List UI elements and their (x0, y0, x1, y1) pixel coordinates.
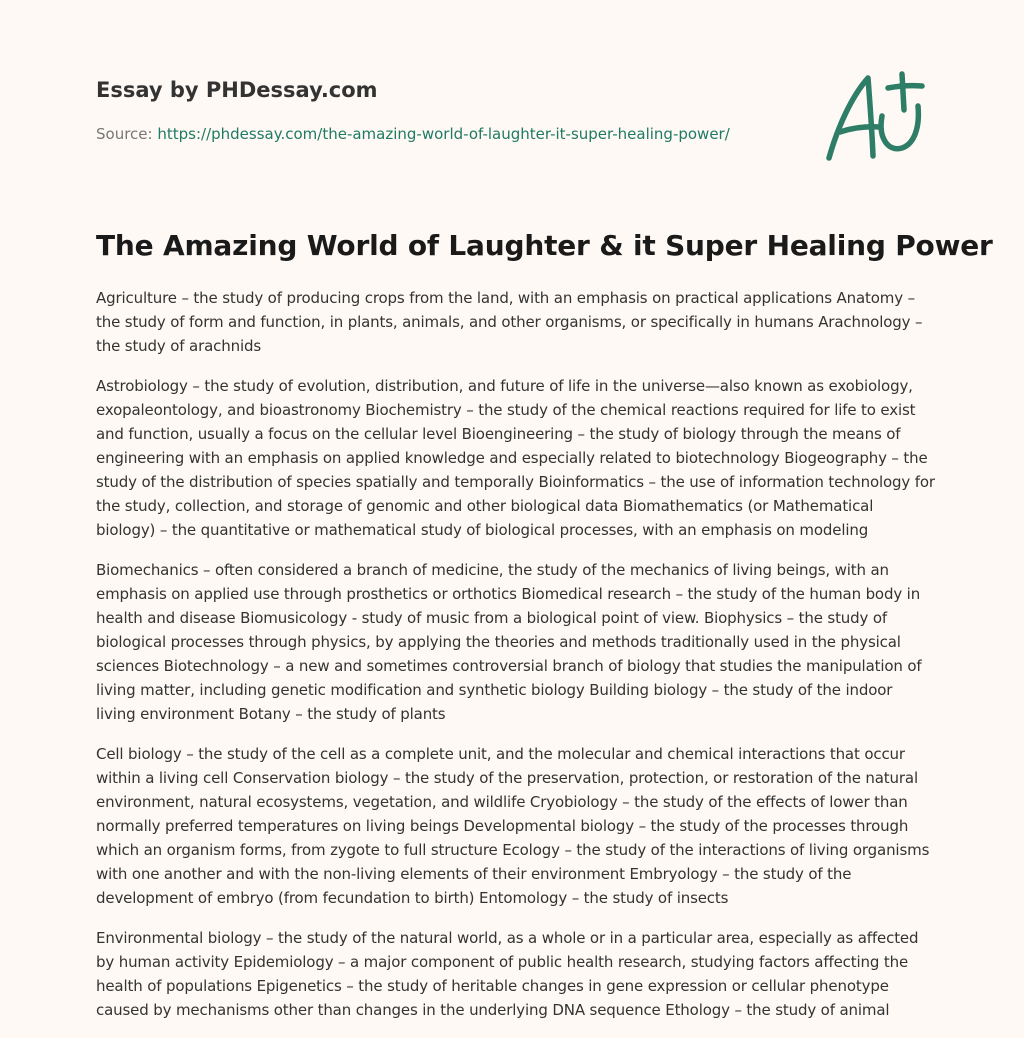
essay-body (96, 286, 936, 1038)
essay-paragraph: Astrobiology – the study of evolution, distribution, and future of life in the universe—also known as exobiology, exopaleontology, and bioastronomy Biochemistry – the study of the chemical reactions required for life to exist and function, usually a focus on the cellular level Bioengineering – the study of biology through the means of engineering with an emphasis on applied knowledge and especially related to biotechnology Biogeography – the study of the distribution of species spatially and temporally Bioinformatics – the use of information technology for the study, collection, and storage of genomic and other biological data Biomathematics (or Mathematical biology) – the quantitative or mathematical study of biological processes, with an emphasis on modeling (96, 377, 935, 539)
source-label: Source: (96, 125, 153, 143)
essay-paragraph: Environmental biology – the study of the natural world, as a whole or in a particular area, especially as affected by human activity Epidemiology – a major component of public health research, studying factors affecting the health of populations Epigenetics – the study of heritable changes in gene expression or cellular phenotype caused by mechanisms other than changes in the underlying DNA sequence Ethology – the study of animal (96, 929, 919, 1019)
essay-paragraph: Agriculture – the study of producing crops from the land, with an emphasis on practical applications Anatomy – the study of form and function, in plants, animals, and other organisms, or specifically in humans Arachnology – the study of arachnids (96, 289, 923, 355)
site-header (96, 76, 796, 144)
source-line (96, 124, 796, 144)
site-title: Essay by PHDessay.com (96, 78, 378, 102)
a-plus-grade-icon (818, 66, 934, 166)
essay-paragraph: Biomechanics – often considered a branch of medicine, the study of the mechanics of living beings, with an emphasis on applied use through prosthetics or orthotics Biomedical research – the study of the human body in health and disease Biomusicology - study of music from a biological point of view. Biophysics – the study of biological processes through physics, by applying the theories and methods traditionally used in the physical sciences Biotechnology – a new and sometimes controversial branch of biology that studies the manipulation of living matter, including genetic modification and synthetic biology Building biology – the study of the indoor living environment Botany – the study of plants (96, 561, 922, 723)
essay-paragraph: Cell biology – the study of the cell as a complete unit, and the molecular and chemical interactions that occur within a living cell Conservation biology – the study of the preservation, protection, or restoration of the natural environment, natural ecosystems, vegetation, and wildlife Cryobiology – the study of the effects of lower than normally preferred temperatures on living beings Developmental biology – the study of the processes through which an organism forms, from zygote to full structure Ecology – the study of the interactions of living organisms with one another and with the non-living elements of their environment Embryology – the study of the development of embryo (from fecundation to birth) Entomology – the study of insects (96, 745, 930, 907)
essay-title: The Amazing World of Laughter & it Super Healing Power (96, 229, 993, 262)
source-link[interactable]: https://phdessay.com/the-amazing-world-of-laughter-it-super-healing-power/ (157, 125, 730, 143)
